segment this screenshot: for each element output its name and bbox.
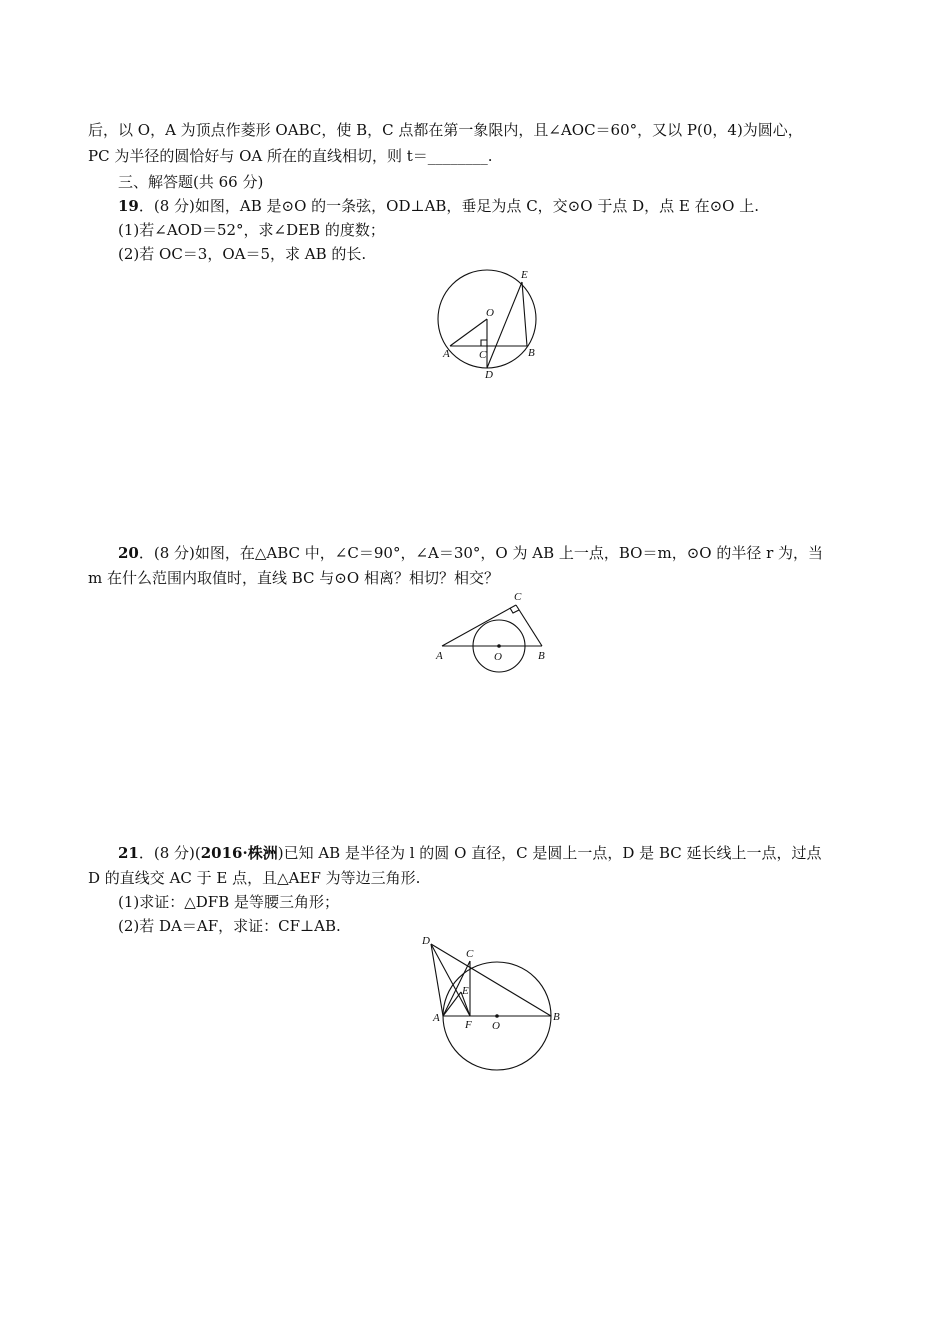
q19-label-o: O [486,307,494,319]
q21-stem [118,842,822,864]
q21-label-c: C [466,948,474,960]
q19-figure [430,262,550,380]
q20-line-2: m 在什么范围内取值时，直线 BC 与⊙O 相离？相切？相交？ [88,569,499,587]
q20-label-b: B [538,650,545,662]
q21-number: 21 [118,844,139,862]
continuation-line-2: PC 为半径的圆恰好与 OA 所在的直线相切，则 t＝________. [88,147,493,165]
q21-figure [418,932,568,1072]
q19-right-angle-mark [481,340,487,346]
q20-label-a: A [436,650,443,662]
q21-line-2: D 的直线交 AC 于 E 点，且△AEF 为等边三角形. [88,869,421,887]
q21-label-o: O [492,1020,500,1032]
q19-number: 19 [118,197,139,215]
continuation-line-1: 后，以 O，A 为顶点作菱形 OABC，使 B，C 点都在第一象限内，且∠AOC＝60°，又以 P(0，4)为圆心， [88,121,803,139]
section-title: 三、解答题(共 66 分) [118,173,264,191]
q19-part1: (1)若∠AOD＝52°，求∠DEB 的度数； [118,221,385,239]
q21-label-e: E [462,985,469,997]
q21-part1: (1)求证：△DFB 是等腰三角形； [118,893,340,911]
q19-text: ．(8 分)如图，AB 是⊙O 的一条弦，OD⊥AB，垂足为点 C，交⊙O 于点 D，点 E 在⊙O 上. [138,197,759,215]
q20-label-o: O [494,651,502,663]
q20-side-ac [442,605,516,646]
q19-label-d: D [485,369,493,380]
q19-label-a: A [443,348,450,360]
q20-number: 20 [118,544,139,562]
q21-text: )已知 AB 是半径为 l 的圆 O 直径，C 是圆上一点，D 是 BC 延长线上一点，过点 [277,844,822,862]
q21-label-f: F [465,1019,472,1031]
q20-center-dot [497,644,501,648]
q20-side-bc [516,605,542,646]
q21-label-a: A [433,1012,440,1024]
q19-segment-eb [522,282,527,346]
q19-label-b: B [528,347,535,359]
q19-label-c: C [479,349,487,361]
q19-segment-ed [487,282,522,368]
q20-right-angle-mark [510,608,519,613]
q21-part2: (2)若 DA＝AF，求证：CF⊥AB. [118,917,341,935]
q21-segment-ae [443,992,461,1016]
q21-center-dot [495,1014,499,1018]
q19-part2: (2)若 OC＝3，OA＝5，求 AB 的长. [118,245,367,263]
q20-text: ．(8 分)如图，在△ABC 中，∠C＝90°，∠A＝30°，O 为 AB 上一点，BO＝m，⊙O 的半径 r 为，当 [138,544,824,562]
q21-pre: ．(8 分)( [138,844,201,862]
q21-label-d: D [422,935,430,947]
q19-label-e: E [521,269,528,281]
q21-label-b: B [553,1011,560,1023]
q21-source: 2016·株洲 [200,844,278,862]
q21-segment-db [431,944,551,1016]
q20-label-c: C [514,591,522,603]
q19-stem [118,195,759,217]
q20-figure [430,586,560,678]
q20-stem [118,542,823,564]
